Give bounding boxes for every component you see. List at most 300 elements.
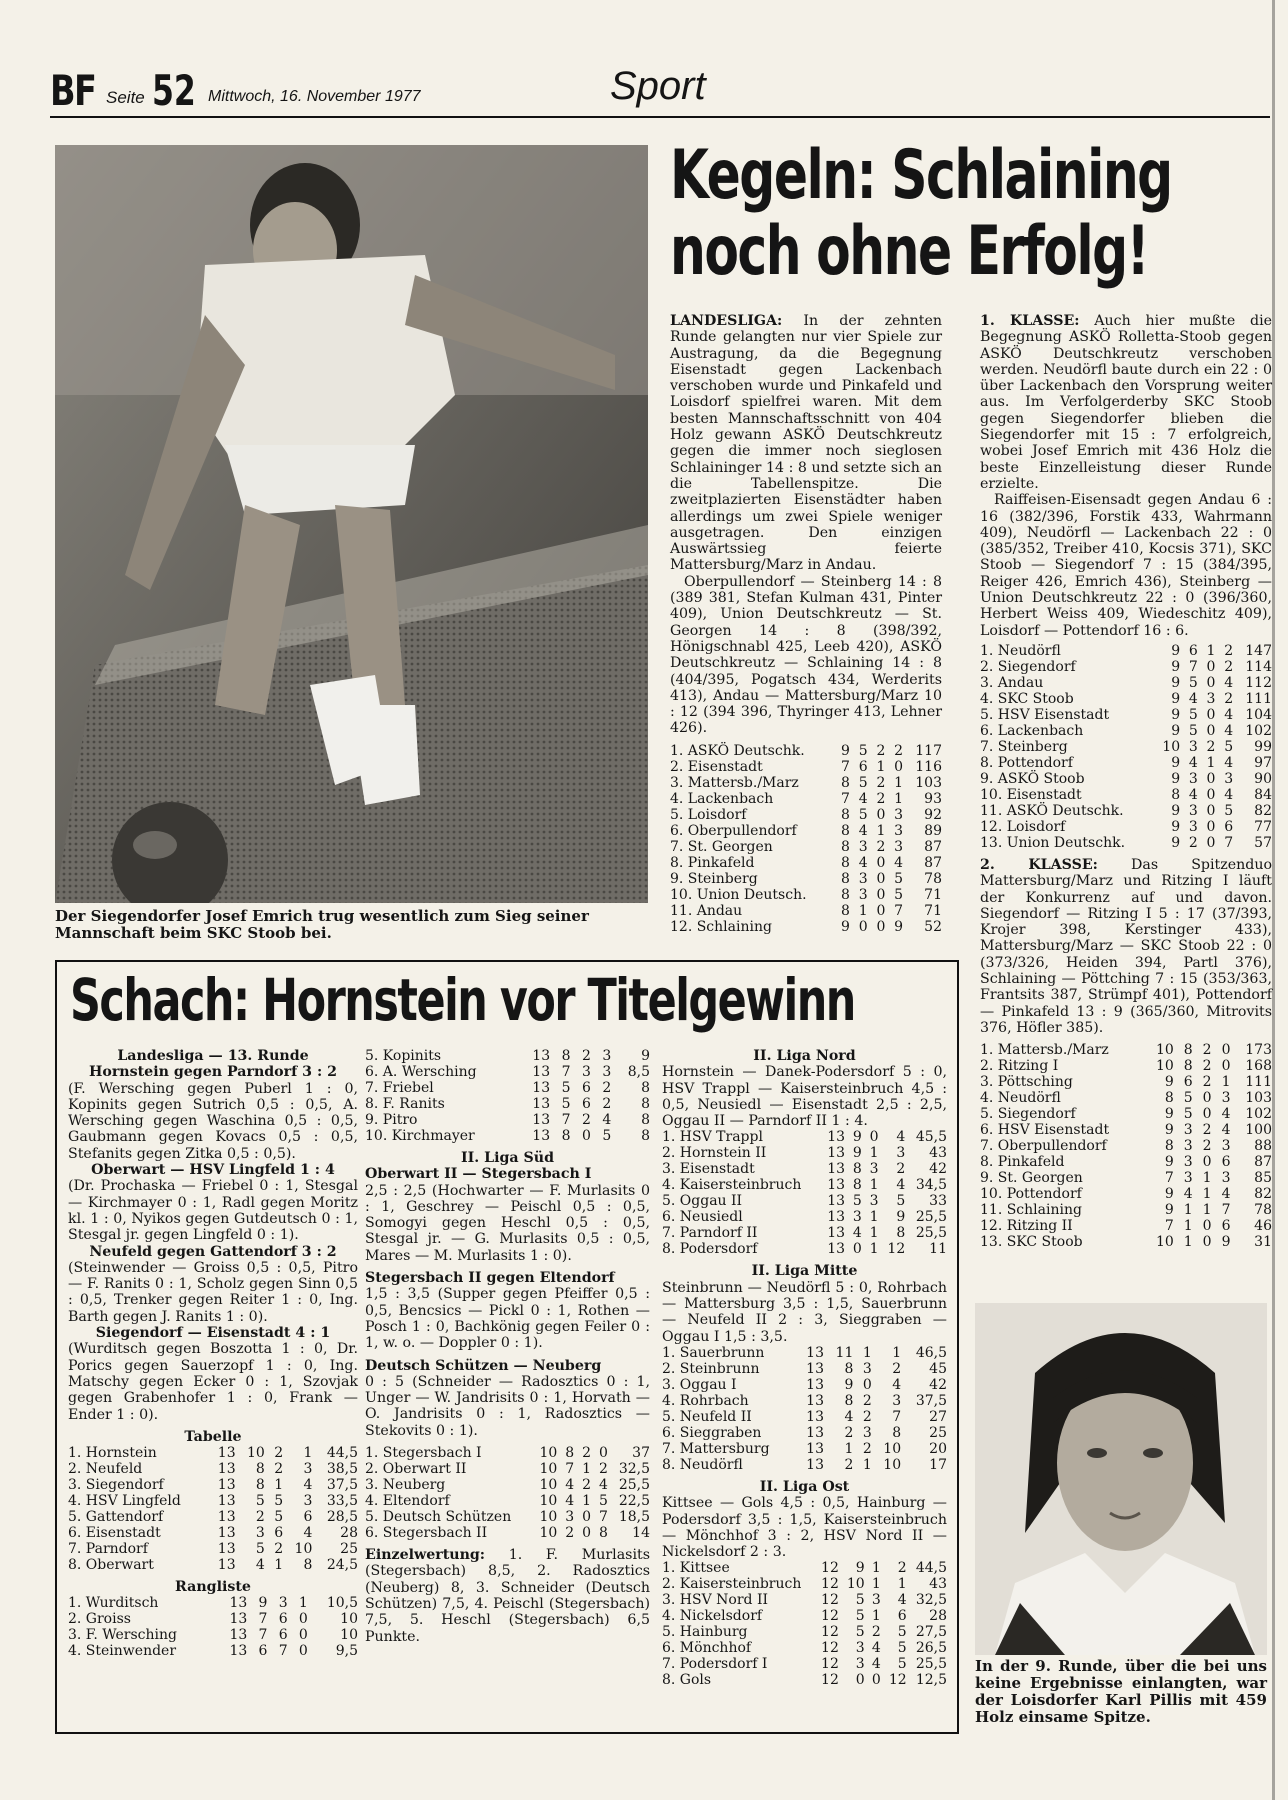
stat-cell: 38,5 <box>326 1461 358 1478</box>
stat-cell: 13 <box>217 1557 236 1574</box>
table-row <box>670 839 942 855</box>
stat-cell: 0 <box>855 1672 865 1689</box>
schach-landesliga-table <box>68 1445 358 1573</box>
stat-cell: 10 <box>883 1456 902 1473</box>
table-row <box>980 1042 1272 1058</box>
stat-cell: 6 <box>1221 1154 1231 1171</box>
stat-cell: 13 <box>229 1611 248 1628</box>
team-name-cell: 6. Eisenstadt <box>68 1525 161 1542</box>
stat-cell: 3 <box>1188 770 1198 787</box>
team-name-cell: 5. Hainburg <box>662 1624 748 1641</box>
stat-cell: 4 <box>871 1640 881 1657</box>
stat-cell: 2 <box>274 1541 284 1558</box>
klasse1-label: 1. KLASSE: <box>980 313 1080 329</box>
stat-cell: 87 <box>924 854 942 871</box>
stat-cell: 0 <box>1206 786 1216 803</box>
stat-cell: 10,5 <box>326 1595 358 1612</box>
table-row <box>670 887 942 903</box>
stat-cell: 12 <box>821 1640 839 1657</box>
team-name-cell: 6. A. Wersching <box>365 1064 477 1080</box>
stat-cell: 8 <box>852 1161 862 1178</box>
stat-cell: 0 <box>1221 1042 1231 1059</box>
table-row <box>365 1128 650 1144</box>
stat-cell: 0 <box>1202 1154 1212 1171</box>
stat-cell: 8 <box>641 1080 650 1096</box>
stat-cell: 4 <box>303 1525 313 1542</box>
landesliga-results: Oberpullendorf — Steinberg 14 : 8 (389 381, Stefan Kulman 431, Pinter 409), Union Deutschkreutz — St. Georgen 14 : 8 (398/392, Hönigschnabl 425, Leeb 420), ASKÖ Deutschkreutz — Schlaining 14 : 8 (404/395, Pogatsch 434, Werderits 413), Andau — Mattersburg/Marz 10 : 12 (394 396, Thyringer 413, Lehner 426). <box>670 573 942 737</box>
stat-cell: 8 <box>844 1360 854 1377</box>
schach-column-1 <box>68 1048 358 1659</box>
match3-heading: Neufeld gegen Gattendorf 3 : 2 <box>89 1243 337 1260</box>
stat-cell: 7 <box>565 1461 575 1478</box>
table-row <box>670 823 942 839</box>
stat-cell: 45,5 <box>915 1129 947 1146</box>
stat-cell: 7 <box>258 1627 268 1644</box>
stat-cell: 3 <box>1188 802 1198 819</box>
stat-cell: 2 <box>871 1624 881 1641</box>
stat-cell: 12 <box>821 1672 839 1689</box>
stat-cell: 112 <box>1245 674 1272 691</box>
stat-cell: 0 <box>1206 818 1216 835</box>
stat-cell: 6 <box>581 1096 591 1112</box>
stat-cell: 173 <box>1245 1042 1272 1059</box>
team-name-cell: 8. Pottendorf <box>980 754 1073 771</box>
stat-cell: 5 <box>858 742 868 759</box>
stat-cell: 8 <box>561 1128 571 1144</box>
stat-cell: 0 <box>298 1643 308 1660</box>
team-name-cell: 4. Kaisersteinbruch <box>662 1177 802 1194</box>
stat-cell: 7 <box>1164 1170 1174 1187</box>
stat-cell: 4 <box>852 1225 862 1242</box>
portrait-photo <box>975 1303 1267 1655</box>
team-name-cell: 5. Kopinits <box>365 1048 442 1064</box>
stat-cell: 2 <box>1202 1042 1212 1059</box>
stat-cell: 5 <box>894 886 904 903</box>
stat-cell: 1 <box>274 1557 284 1574</box>
stat-cell: 3 <box>858 870 868 887</box>
stat-cell: 4 <box>599 1477 608 1494</box>
stat-cell: 22,5 <box>618 1493 650 1510</box>
stat-cell: 10 <box>340 1611 358 1628</box>
stat-cell: 0 <box>1206 802 1216 819</box>
table-row <box>980 1154 1272 1170</box>
stat-cell: 2 <box>1202 1122 1212 1139</box>
team-name-cell: 5. Loisdorf <box>670 806 747 823</box>
stat-cell: 3 <box>858 886 868 903</box>
kegeln-landesliga-column <box>670 313 942 935</box>
stat-cell: 13 <box>806 1360 824 1377</box>
table-row <box>980 1170 1272 1186</box>
stat-cell: 9 <box>1171 802 1181 819</box>
stat-cell: 4 <box>894 854 904 871</box>
stat-cell: 13 <box>217 1461 236 1478</box>
stat-cell: 6 <box>1188 642 1198 659</box>
stat-cell: 8 <box>896 1225 906 1242</box>
stat-cell: 5 <box>602 1128 612 1144</box>
stat-cell: 4 <box>897 1592 907 1609</box>
stat-cell: 3 <box>894 822 904 839</box>
stat-cell: 3 <box>855 1640 865 1657</box>
table-row <box>365 1080 650 1096</box>
table-row <box>662 1177 947 1193</box>
table-row <box>670 855 942 871</box>
table-row <box>980 771 1272 787</box>
stat-cell: 1 <box>1183 1202 1193 1219</box>
team-name-cell: 8. Podersdorf <box>662 1241 758 1258</box>
stat-cell: 8 <box>641 1128 650 1144</box>
table-row <box>68 1477 358 1493</box>
team-name-cell: 1. Hornstein <box>68 1445 157 1462</box>
table-row <box>365 1064 650 1080</box>
stat-cell: 12 <box>888 1672 907 1689</box>
stat-cell: 13 <box>827 1129 846 1146</box>
kegeln-klasse-column <box>980 313 1272 1250</box>
stat-cell: 0 <box>1202 1218 1212 1235</box>
stat-cell: 28 <box>929 1608 947 1625</box>
stat-cell: 5 <box>274 1493 284 1510</box>
stat-cell: 3 <box>602 1048 612 1064</box>
klasse1-report <box>980 313 1272 492</box>
stat-cell: 0 <box>298 1627 308 1644</box>
stat-cell: 4 <box>1183 1186 1193 1203</box>
stat-cell: 2 <box>894 742 904 759</box>
table-row <box>68 1445 358 1461</box>
team-name-cell: 2. Hornstein II <box>662 1145 767 1162</box>
stat-cell: 20 <box>929 1440 947 1457</box>
table-row <box>662 1361 947 1377</box>
stat-cell: 1 <box>894 774 904 791</box>
stat-cell: 0 <box>1202 1106 1212 1123</box>
stat-cell: 3 <box>855 1656 865 1673</box>
stat-cell: 8 <box>641 1112 650 1128</box>
stat-cell: 1 <box>869 1209 879 1226</box>
stat-cell: 13 <box>532 1048 551 1064</box>
stat-cell: 12 <box>821 1656 839 1673</box>
mitte-title: II. Liga Mitte <box>751 1263 858 1280</box>
stat-cell: 4 <box>303 1477 313 1494</box>
stat-cell: 18,5 <box>618 1509 650 1526</box>
team-name-cell: 7. Podersdorf I <box>662 1656 768 1673</box>
nord-title: II. Liga Nord <box>753 1048 856 1064</box>
stat-cell: 3 <box>581 1064 591 1080</box>
stat-cell: 2 <box>876 774 886 791</box>
stat-cell: 1 <box>871 1576 881 1593</box>
table-row <box>662 1560 947 1576</box>
stat-cell: 12,5 <box>915 1672 947 1689</box>
schach-column-2 <box>365 1048 650 1645</box>
stat-cell: 1 <box>1202 1186 1212 1203</box>
stat-cell: 9 <box>1164 1122 1174 1139</box>
stat-cell: 5 <box>855 1592 865 1609</box>
table-row <box>980 1186 1272 1202</box>
team-name-cell: 7. Parndorf <box>68 1541 148 1558</box>
stat-cell: 168 <box>1245 1058 1272 1075</box>
stat-cell: 8 <box>1183 1042 1193 1059</box>
stat-cell: 4 <box>565 1477 575 1494</box>
stat-cell: 3 <box>565 1509 575 1526</box>
stat-cell: 2 <box>582 1445 592 1462</box>
stat-cell: 13 <box>827 1225 846 1242</box>
stat-cell: 5 <box>274 1509 284 1526</box>
stat-cell: 1 <box>876 758 886 775</box>
team-name-cell: 8. Pinkafeld <box>980 1154 1065 1171</box>
table-row <box>68 1541 358 1557</box>
team-name-cell: 6. Lackenbach <box>980 722 1084 739</box>
stat-cell: 82 <box>1254 802 1272 819</box>
table-row <box>662 1209 947 1225</box>
team-name-cell: 8. Neudörfl <box>662 1456 743 1473</box>
stat-cell: 9 <box>841 918 850 935</box>
table-row <box>662 1672 947 1688</box>
stat-cell: 2 <box>876 742 886 759</box>
page-label: Seite <box>106 88 145 107</box>
table-row <box>980 1234 1272 1250</box>
stat-cell: 9 <box>852 1145 862 1162</box>
team-name-cell: 1. Mattersb./Marz <box>980 1042 1109 1059</box>
team-name-cell: 11. Schlaining <box>980 1202 1082 1219</box>
stat-cell: 2 <box>1224 658 1234 675</box>
stat-cell: 2 <box>255 1509 265 1526</box>
stat-cell: 4 <box>1224 674 1234 691</box>
stat-cell: 3 <box>303 1493 313 1510</box>
stat-cell: 10 <box>247 1445 265 1462</box>
table-row <box>670 775 942 791</box>
stat-cell: 4 <box>1188 690 1198 707</box>
stat-cell: 9 <box>1171 642 1181 659</box>
table-row <box>68 1611 358 1627</box>
table-row <box>980 1218 1272 1234</box>
stat-cell: 13 <box>827 1193 846 1210</box>
stat-cell: 9 <box>258 1595 268 1612</box>
tabelle-title: Tabelle <box>184 1428 242 1445</box>
stat-cell: 2 <box>892 1360 902 1377</box>
stat-cell: 4 <box>1221 1186 1231 1203</box>
issue-date: Mittwoch, 16. November 1977 <box>208 88 421 105</box>
stat-cell: 11 <box>929 1241 947 1258</box>
stat-cell: 24,5 <box>326 1557 358 1574</box>
stat-cell: 13 <box>827 1145 846 1162</box>
table-row <box>980 1106 1272 1122</box>
team-name-cell: 1. Neudörfl <box>980 642 1061 659</box>
stat-cell: 7 <box>561 1112 571 1128</box>
team-name-cell: 1. Stegersbach I <box>365 1445 482 1462</box>
stat-cell: 9 <box>896 1209 906 1226</box>
stat-cell: 1 <box>862 1344 872 1361</box>
stat-cell: 13 <box>827 1161 846 1178</box>
rangliste-title: Rangliste <box>175 1579 251 1596</box>
stat-cell: 25,5 <box>915 1656 947 1673</box>
stat-cell: 4 <box>1221 1122 1231 1139</box>
stat-cell: 4 <box>1224 722 1234 739</box>
stat-cell: 13 <box>806 1392 824 1409</box>
stat-cell: 9 <box>844 1376 854 1393</box>
team-name-cell: 10. Kirchmayer <box>365 1128 475 1144</box>
stat-cell: 4 <box>871 1656 881 1673</box>
stat-cell: 17 <box>929 1456 947 1473</box>
team-name-cell: 12. Loisdorf <box>980 818 1066 835</box>
team-name-cell: 3. Neuberg <box>365 1477 446 1494</box>
stat-cell: 0 <box>876 918 886 935</box>
stat-cell: 25 <box>929 1424 947 1441</box>
table-row <box>662 1393 947 1409</box>
schach-landesliga-title: Landesliga — 13. Runde <box>117 1048 309 1064</box>
sued-match2-heading: Stegersbach II gegen Eltendorf <box>365 1270 615 1287</box>
stat-cell: 9 <box>1171 674 1181 691</box>
stat-cell: 8 <box>1183 1058 1193 1075</box>
team-name-cell: 2. Oberwart II <box>365 1461 467 1478</box>
team-name-cell: 12. Schlaining <box>670 918 772 935</box>
stat-cell: 5 <box>1183 1106 1193 1123</box>
stat-cell: 4 <box>1221 1106 1231 1123</box>
team-name-cell: 2. Kaisersteinbruch <box>662 1576 802 1593</box>
stat-cell: 10 <box>539 1445 558 1462</box>
table-row <box>980 1138 1272 1154</box>
table-row <box>68 1461 358 1477</box>
section-title: Sport <box>610 64 706 108</box>
stat-cell: 10 <box>539 1477 558 1494</box>
stat-cell: 0 <box>894 758 904 775</box>
stat-cell: 5 <box>255 1493 265 1510</box>
stat-cell: 10 <box>294 1541 313 1558</box>
stat-cell: 5 <box>255 1541 265 1558</box>
stat-cell: 3 <box>871 1592 881 1609</box>
stat-cell: 5 <box>1183 1090 1193 1107</box>
stat-cell: 9 <box>1171 754 1181 771</box>
stat-cell: 42 <box>929 1376 947 1393</box>
stat-cell: 9 <box>1171 722 1181 739</box>
stat-cell: 8 <box>841 838 850 855</box>
table-row <box>980 1202 1272 1218</box>
team-name-cell: 8. Oberwart <box>68 1557 154 1574</box>
stat-cell: 13 <box>806 1344 824 1361</box>
stat-cell: 3 <box>1221 1090 1231 1107</box>
table-row <box>980 691 1272 707</box>
stat-cell: 9 <box>1164 1106 1174 1123</box>
stat-cell: 13 <box>229 1627 248 1644</box>
table-row <box>980 643 1272 659</box>
stat-cell: 7 <box>258 1611 268 1628</box>
stat-cell: 34,5 <box>915 1177 947 1194</box>
klasse2-standings-table <box>980 1042 1272 1250</box>
stat-cell: 0 <box>876 886 886 903</box>
stat-cell: 116 <box>915 758 942 775</box>
team-name-cell: 4. SKC Stoob <box>980 690 1074 707</box>
stat-cell: 7 <box>561 1064 571 1080</box>
team-name-cell: 11. Andau <box>670 902 743 919</box>
table-row <box>980 819 1272 835</box>
stat-cell: 37,5 <box>326 1477 358 1494</box>
stat-cell: 84 <box>1254 786 1272 803</box>
sued-match1-text: 2,5 : 2,5 (Hochwarter — F. Murlasits 0 : 1, Geschrey — Peischl 0,5 : 0,5, Somogyi gegen Heschl 0,5 : 0,5, Stesgal jr. — G. Murlasits 0,5 : 0,5, Mares — M. Murlasits 1 : 0). <box>365 1182 650 1264</box>
table-row <box>68 1493 358 1509</box>
table-row <box>365 1461 650 1477</box>
stat-cell: 10 <box>539 1461 558 1478</box>
table-row <box>662 1161 947 1177</box>
stat-cell: 1 <box>869 1225 879 1242</box>
team-name-cell: 6. HSV Eisenstadt <box>980 1122 1110 1139</box>
stat-cell: 0 <box>1206 658 1216 675</box>
stat-cell: 3 <box>303 1461 313 1478</box>
team-name-cell: 6. Sieggraben <box>662 1424 762 1441</box>
stat-cell: 0 <box>1206 706 1216 723</box>
kegeln-photo-caption: Der Siegendorfer Josef Emrich trug wesentlich zum Sieg seiner Mannschaft beim SKC Stoob bei. <box>55 907 589 942</box>
ost-title: II. Liga Ost <box>759 1478 850 1495</box>
team-name-cell: 1. Wurditsch <box>68 1595 159 1612</box>
stat-cell: 3 <box>862 1360 872 1377</box>
stat-cell: 6 <box>278 1627 288 1644</box>
stat-cell: 0 <box>876 854 886 871</box>
stat-cell: 11 <box>835 1344 854 1361</box>
team-name-cell: 7. Friebel <box>365 1080 434 1096</box>
stat-cell: 8,5 <box>627 1064 650 1080</box>
stat-cell: 4 <box>858 790 868 807</box>
team-name-cell: 1. HSV Trappl <box>662 1129 763 1146</box>
sued-match3-heading: Deutsch Schützen — Neuberg <box>365 1357 602 1374</box>
stat-cell: 5 <box>1224 738 1234 755</box>
stat-cell: 1 <box>858 902 868 919</box>
stat-cell: 25 <box>340 1541 358 1558</box>
team-name-cell: 3. Andau <box>980 674 1044 691</box>
stat-cell: 0 <box>298 1611 308 1628</box>
team-name-cell: 9. St. Georgen <box>980 1170 1083 1187</box>
team-name-cell: 3. Oggau I <box>662 1376 737 1393</box>
team-name-cell: 3. HSV Nord II <box>662 1592 769 1609</box>
stat-cell: 2 <box>844 1456 854 1473</box>
team-name-cell: 3. Eisenstadt <box>662 1161 755 1178</box>
nord-standings-table <box>662 1129 947 1257</box>
rangliste-continued-table <box>365 1048 650 1144</box>
team-name-cell: 1. ASKÖ Deutschk. <box>670 742 805 759</box>
table-row <box>662 1409 947 1425</box>
stat-cell: 5 <box>897 1624 907 1641</box>
table-row <box>662 1592 947 1608</box>
stat-cell: 9 <box>1171 690 1181 707</box>
stat-cell: 28 <box>340 1525 358 1542</box>
table-row <box>980 787 1272 803</box>
nord-text: Hornstein — Danek-Podersdorf 5 : 0, HSV Trappl — Kaisersteinbruch 4,5 : 0,5, Neusiedl — Eisenstadt 2,5 : 2,5, Oggau II — Parndorf II 1 : 4. <box>662 1064 947 1130</box>
stat-cell: 8 <box>892 1424 902 1441</box>
stat-cell: 9 <box>1164 1074 1174 1091</box>
stat-cell: 3 <box>1206 690 1216 707</box>
page-header <box>50 60 1270 118</box>
stat-cell: 1 <box>582 1461 592 1478</box>
table-row <box>980 723 1272 739</box>
stat-cell: 13 <box>217 1541 236 1558</box>
team-name-cell: 5. Siegendorf <box>980 1106 1076 1123</box>
mitte-text: Steinbrunn — Neudörfl 5 : 0, Rohrbach — Mattersburg 3,5 : 1,5, Sauerbrunn — Neufeld II 2 : 3, Sieggraben — Oggau I 1,5 : 3,5. <box>662 1279 947 1345</box>
stat-cell: 9,5 <box>335 1643 358 1660</box>
stat-cell: 5 <box>1188 722 1198 739</box>
stat-cell: 7 <box>278 1643 288 1660</box>
team-name-cell: 6. Neusiedl <box>662 1209 743 1226</box>
schach-column-3 <box>662 1048 947 1688</box>
stat-cell: 2 <box>1202 1138 1212 1155</box>
table-row <box>980 1058 1272 1074</box>
stat-cell: 3 <box>1188 738 1198 755</box>
klasse2-text: Das Spitzenduo Mattersburg/Marz und Ritzing I läuft der Konkurrenz auf und davon. Siegendorf — Ritzing I 5 : 17 (37/393, Krojer 398, Kerstinger 433), Mattersburg/Marz — SKC Stoob 22 : 0 (373/326, Heiden 394, Partl 376), Schlaining — Pöttching 7 : 15 (353/363, Frantsits 387, Strümpf 401), Pottendorf — Pinkafeld 13 : 9 (365/360, Mitrovits 376, Höfler 385). <box>980 856 1273 1036</box>
stat-cell: 25,5 <box>915 1225 947 1242</box>
stat-cell: 4 <box>1188 786 1198 803</box>
table-row <box>68 1595 358 1611</box>
schach-headline: Schach: Hornstein vor Titelgewinn <box>70 966 855 1034</box>
table-row <box>662 1241 947 1257</box>
stat-cell: 3 <box>894 806 904 823</box>
table-row <box>980 675 1272 691</box>
stat-cell: 0 <box>1221 1058 1231 1075</box>
stat-cell: 2 <box>274 1445 284 1462</box>
stat-cell: 1 <box>897 1576 907 1593</box>
einzelwertung-text: 1. F. Murlasits (Stegersbach) 8,5, 2. Radosztics (Neuberg) 8, 3. Schneider (Deutsch Schützen) 7,5, 4. Peischl (Stegersbach) 7,5, 5. Heschl (Stegersbach) 6,5 Punkte. <box>365 1547 650 1645</box>
